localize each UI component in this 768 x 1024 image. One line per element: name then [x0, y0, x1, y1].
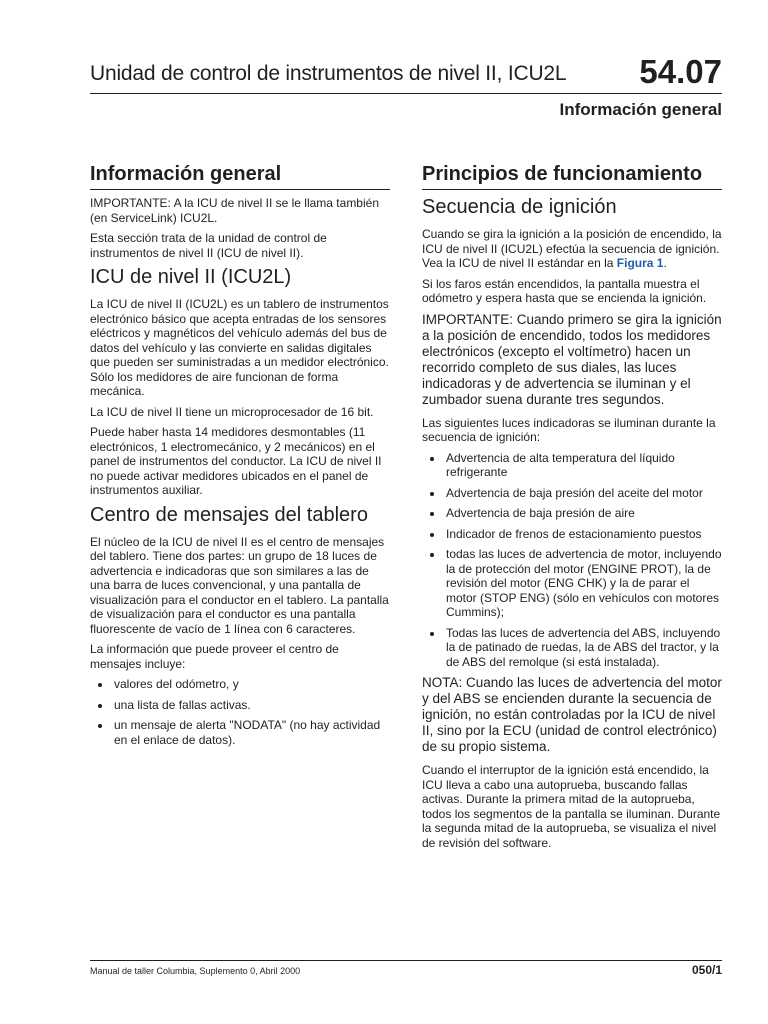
list-item: • Todas las luces de advertencia del ABS, incluyendo la de patinado de ruedas, la de ABS del tractor, y la de ABS del remolque (si está instalada). [444, 626, 722, 670]
text: Cuando se gira la ignición a la posición de encendido, la ICU de nivel II (ICU2L) efectúa la secuencia de ignición. Vea la ICU de nivel II estándar en la [422, 227, 722, 270]
section-subtitle: Información general [559, 100, 722, 119]
footer-manual-info: Manual de taller Columbia, Suplemento 0, Abril 2000 [90, 966, 301, 976]
subheading-secuencia-ignicion: Secuencia de ignición [422, 196, 617, 218]
list-item: • Advertencia de baja presión del aceite del motor [444, 486, 722, 501]
subheading-icu2l: ICU de nivel II (ICU2L) [90, 266, 292, 288]
bullet-list [422, 451, 722, 670]
paragraph: El núcleo de la ICU de nivel II es el centro de mensajes del tablero. Tiene dos partes: un grupo de 18 luces de advertencia e indicadoras que son similares a las de una barra de luces convencional, y una pantalla de visualización para el conductor en el tablero. La pantalla de visualización para el conductor es una pantalla fluorescente de vacío de 1 línea con 6 caracteres. [90, 534, 389, 636]
bullet-list [90, 677, 390, 747]
heading-principios: Principios de funcionamiento [422, 163, 722, 190]
subheading-centro-mensajes: Centro de mensajes del tablero [90, 503, 368, 526]
paragraph: La ICU de nivel II tiene un microprocesador de 16 bit. [90, 404, 374, 419]
paragraph: Esta sección trata de la unidad de control de instrumentos de nivel II (ICU de nivel II). [90, 231, 327, 260]
paragraph: Cuando el interruptor de la ignición está encendido, la ICU lleva a cabo una autoprueba, buscando fallas activas. Durante la primera mitad de la autoprueba, todos los segmentos de la pantalla se iluminan. Durante la segunda mitad de la autoprueba, se visualiza el nivel de revisión del software. [422, 763, 721, 850]
paragraph: Las siguientes luces indicadoras se iluminan durante la secuencia de ignición: [422, 415, 716, 444]
list-item: • valores del odómetro, y [112, 677, 390, 692]
list-item: • Advertencia de baja presión de aire [444, 506, 722, 521]
page-number: 050/1 [691, 963, 722, 977]
heading-informacion-general: Información general [90, 163, 390, 190]
paragraph: Puede haber hasta 14 medidores desmontables (11 electrónicos, 1 electromecánico, y 2 mecánicos) en el panel de instrumentos del conductor. La ICU de nivel II no puede activar medidores ubicados en el panel de instrumentos auxiliar. [90, 425, 382, 497]
figure-link[interactable]: Figura 1 [616, 256, 664, 270]
important-note: IMPORTANTE: Cuando primero se gira la ignición a la posición de encendido, todos los medidores electrónicos (excepto el voltímetro) hacen un recorrido completo de sus diales, las luces indicadoras y de advertencia se iluminan y el zumbador suena durante tres segundos. [422, 311, 722, 407]
paragraph [422, 227, 722, 271]
list-item: • Advertencia de alta temperatura del líquido refrigerante [444, 451, 722, 480]
header-divider [90, 93, 722, 94]
paragraph: Si los faros están encendidos, la pantalla muestra el odómetro y espera hasta que se encienda la ignición. [422, 276, 707, 305]
document-title: Unidad de control de instrumentos de nivel II, ICU2L [90, 62, 567, 85]
paragraph: La información que puede proveer el centro de mensajes incluye: [90, 642, 339, 671]
footer-divider [90, 960, 722, 961]
list-item: • un mensaje de alerta "NODATA" (no hay actividad en el enlace de datos). [112, 718, 390, 747]
section-number: 54.07 [639, 53, 722, 90]
list-item: • una lista de fallas activas. [112, 698, 390, 713]
paragraph: IMPORTANTE: A la ICU de nivel II se le llama también (en ServiceLink) ICU2L. [90, 196, 379, 225]
right-column [422, 163, 722, 856]
paragraph: La ICU de nivel II (ICU2L) es un tablero de instrumentos electrónico básico que acepta entradas de los sensores eléctricos y magnéticos del vehículo además del bus de datos del vehículo y las convierte en salidas digitales que pueden ser suministradas a un medidor electrónico. Sólo los medidores de aire funcionan de forma mecánica. [90, 297, 389, 398]
list-item: • Indicador de frenos de estacionamiento puestos [444, 527, 722, 542]
left-column [90, 163, 390, 753]
text: . [663, 256, 667, 270]
list-item: • todas las luces de advertencia de motor, incluyendo la de protección del motor (ENGINE PROT), la de revisión del motor (ENG CHK) y la de parar el motor (STOP ENG) (sólo en vehículos con motores Cummins); [444, 547, 722, 620]
nota: NOTA: Cuando las luces de advertencia del motor y del ABS se encienden durante la secuencia de ignición, no están controladas por la ICU de nivel II, sino por la ECU (unidad de control electrónico) de su propio sistema. [422, 675, 722, 754]
